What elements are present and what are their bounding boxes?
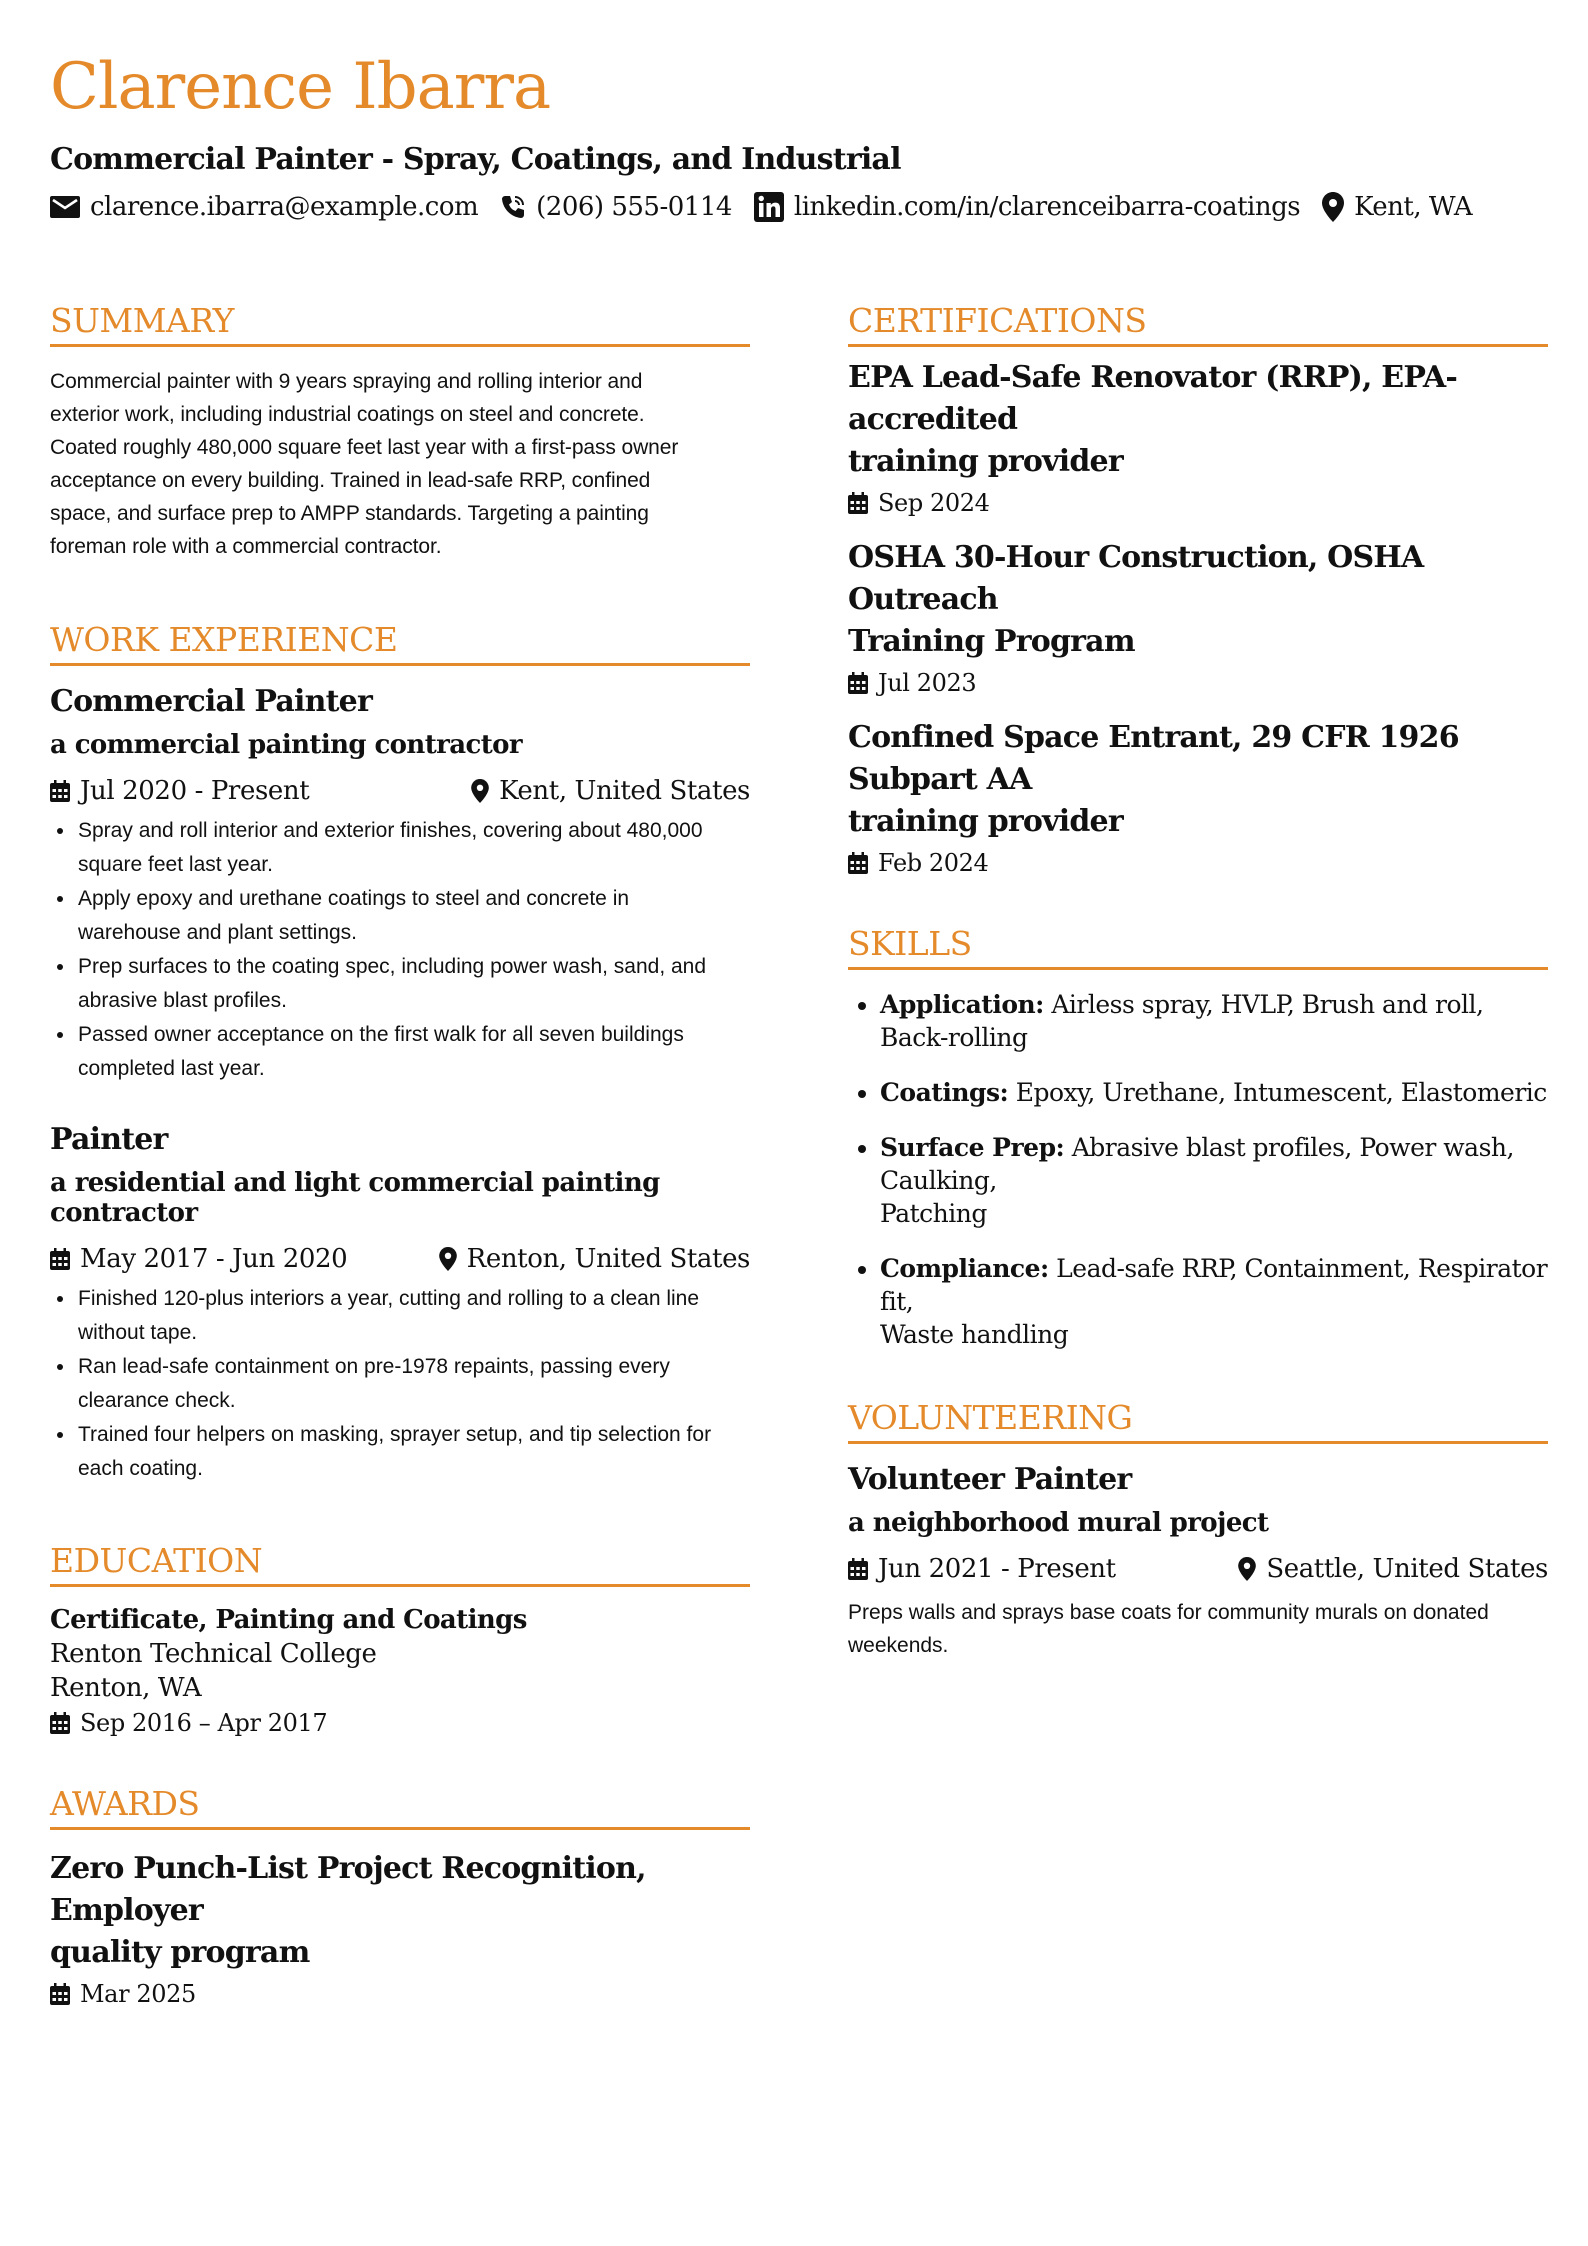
candidate-tagline: Commercial Painter - Spray, Coatings, and Industrial [50, 142, 901, 177]
contact-email[interactable] [50, 192, 478, 222]
contact-phone[interactable] [500, 192, 732, 222]
certification-date: Sep 2024 [848, 489, 1548, 517]
experience-heading: WORK EXPERIENCE [50, 621, 750, 666]
job-employer: a residential and light commercial painting contractor [50, 1167, 660, 1228]
contact-linkedin[interactable] [754, 192, 1300, 222]
calendar-icon [848, 1558, 868, 1580]
certification-title: OSHA 30-Hour Construction, OSHA Outreach Training Program [848, 539, 1424, 659]
education-school: Renton Technical College [50, 1638, 377, 1669]
volunteer-dates: Jun 2021 - Present [848, 1554, 1116, 1584]
linkedin-text: linkedin.com/in/clarenceibarra-coatings [793, 192, 1301, 222]
summary-line: space, and surface prep to AMPP standards. Targeting a painting [50, 501, 649, 525]
job-dates: Jul 2020 - Present [50, 776, 309, 806]
job-bullet: • Finished 120-plus interiors a year, cutting and rolling to a clean line without tape. [76, 1282, 750, 1350]
summary-heading: SUMMARY [50, 302, 750, 347]
summary-line: Commercial painter with 9 years spraying and rolling interior and [50, 369, 643, 393]
candidate-name: Clarence Ibarra [50, 50, 551, 124]
job-bullets [50, 814, 750, 1086]
education-degree: Certificate, Painting and Coatings [50, 1604, 527, 1635]
education-section [50, 1542, 750, 1737]
contact-location [1322, 192, 1472, 222]
award-title: Zero Punch-List Project Recognition, Employer quality program [50, 1850, 646, 1970]
certifications-section [848, 302, 1548, 877]
education-dates: Sep 2016 – Apr 2017 [50, 1709, 750, 1737]
job-bullet: • Apply epoxy and urethane coatings to steel and concrete in warehouse and plant settings. [76, 882, 750, 950]
left-column [50, 302, 750, 2048]
job-entry [50, 1122, 750, 1486]
contact-row [50, 192, 1472, 222]
calendar-icon [848, 852, 868, 874]
job-bullet: • Spray and roll interior and exterior finishes, covering about 480,000 square feet last year. [76, 814, 750, 882]
location-pin-icon [439, 1247, 457, 1271]
awards-section [50, 1785, 750, 2008]
volunteering-section [848, 1399, 1548, 1662]
skill-item: • Application: Airless spray, HVLP, Brush and roll, Back-rolling [880, 988, 1548, 1054]
certification-entry [848, 357, 1548, 517]
skill-item: • Coatings: Epoxy, Urethane, Intumescent, Elastomeric [880, 1076, 1548, 1109]
volunteer-location: Seattle, United States [1238, 1554, 1548, 1584]
job-bullet: • Prep surfaces to the coating spec, including power wash, sand, and abrasive blast profiles. [76, 950, 750, 1018]
awards-heading: AWARDS [50, 1785, 750, 1830]
job-meta [50, 776, 750, 806]
skill-item: • Surface Prep: Abrasive blast profiles, Power wash, Caulking, Patching [880, 1131, 1548, 1230]
calendar-icon [50, 1712, 70, 1734]
volunteer-meta [848, 1554, 1548, 1584]
certification-title: EPA Lead-Safe Renovator (RRP), EPA-accredited training provider [848, 359, 1458, 479]
job-title: Painter [50, 1121, 168, 1157]
location-pin-icon [1322, 192, 1344, 222]
calendar-icon [50, 780, 70, 802]
calendar-icon [848, 672, 868, 694]
summary-line: exterior work, including industrial coatings on steel and concrete. [50, 402, 645, 426]
certification-date: Feb 2024 [848, 849, 1548, 877]
summary-line: Coated roughly 480,000 square feet last year with a first-pass owner [50, 435, 679, 459]
job-bullet: • Passed owner acceptance on the first walk for all seven buildings completed last year. [76, 1018, 750, 1086]
experience-section [50, 621, 750, 1486]
certification-title: Confined Space Entrant, 29 CFR 1926 Subpart AA training provider [848, 719, 1459, 839]
job-location: Kent, United States [471, 776, 750, 806]
job-bullet: • Trained four helpers on masking, sprayer setup, and tip selection for each coating. [76, 1418, 750, 1486]
volunteer-org: a neighborhood mural project [848, 1507, 1269, 1538]
skills-list [848, 988, 1548, 1351]
linkedin-icon [754, 192, 784, 222]
certification-entry [848, 717, 1548, 877]
right-column [848, 302, 1548, 1702]
calendar-icon [50, 1983, 70, 2005]
certification-date: Jul 2023 [848, 669, 1548, 697]
volunteer-description: Preps walls and sprays base coats for community murals on donated weekends. [848, 1600, 1489, 1657]
email-text: clarence.ibarra@example.com [90, 192, 479, 222]
calendar-icon [50, 1248, 70, 1270]
job-entry [50, 684, 750, 1086]
certifications-heading: CERTIFICATIONS [848, 302, 1548, 347]
location-text: Kent, WA [1354, 192, 1473, 222]
calendar-icon [848, 492, 868, 514]
phone-icon [500, 194, 526, 220]
skill-item: • Compliance: Lead-safe RRP, Containment, Respirator fit, Waste handling [880, 1252, 1548, 1351]
job-bullet: • Ran lead-safe containment on pre-1978 repaints, passing every clearance check. [76, 1350, 750, 1418]
location-pin-icon [1238, 1557, 1256, 1581]
location-pin-icon [471, 779, 489, 803]
certification-entry [848, 537, 1548, 697]
volunteering-heading: VOLUNTEERING [848, 1399, 1548, 1444]
skills-heading: SKILLS [848, 925, 1548, 970]
summary-line: acceptance on every building. Trained in lead-safe RRP, confined [50, 468, 651, 492]
volunteer-role: Volunteer Painter [848, 1461, 1132, 1497]
phone-text: (206) 555-0114 [536, 192, 732, 222]
job-bullets [50, 1282, 750, 1486]
summary-section [50, 302, 750, 563]
award-entry [50, 1848, 750, 2008]
education-location: Renton, WA [50, 1672, 202, 1703]
summary-text [50, 365, 750, 563]
job-location: Renton, United States [439, 1244, 750, 1274]
email-icon [50, 196, 80, 218]
job-title: Commercial Painter [50, 683, 372, 719]
education-heading: EDUCATION [50, 1542, 750, 1587]
skills-section [848, 925, 1548, 1351]
award-date: Mar 2025 [50, 1980, 750, 2008]
job-meta [50, 1244, 750, 1274]
job-employer: a commercial painting contractor [50, 729, 522, 760]
job-dates: May 2017 - Jun 2020 [50, 1244, 347, 1274]
summary-line: foreman role with a commercial contractor. [50, 534, 442, 558]
